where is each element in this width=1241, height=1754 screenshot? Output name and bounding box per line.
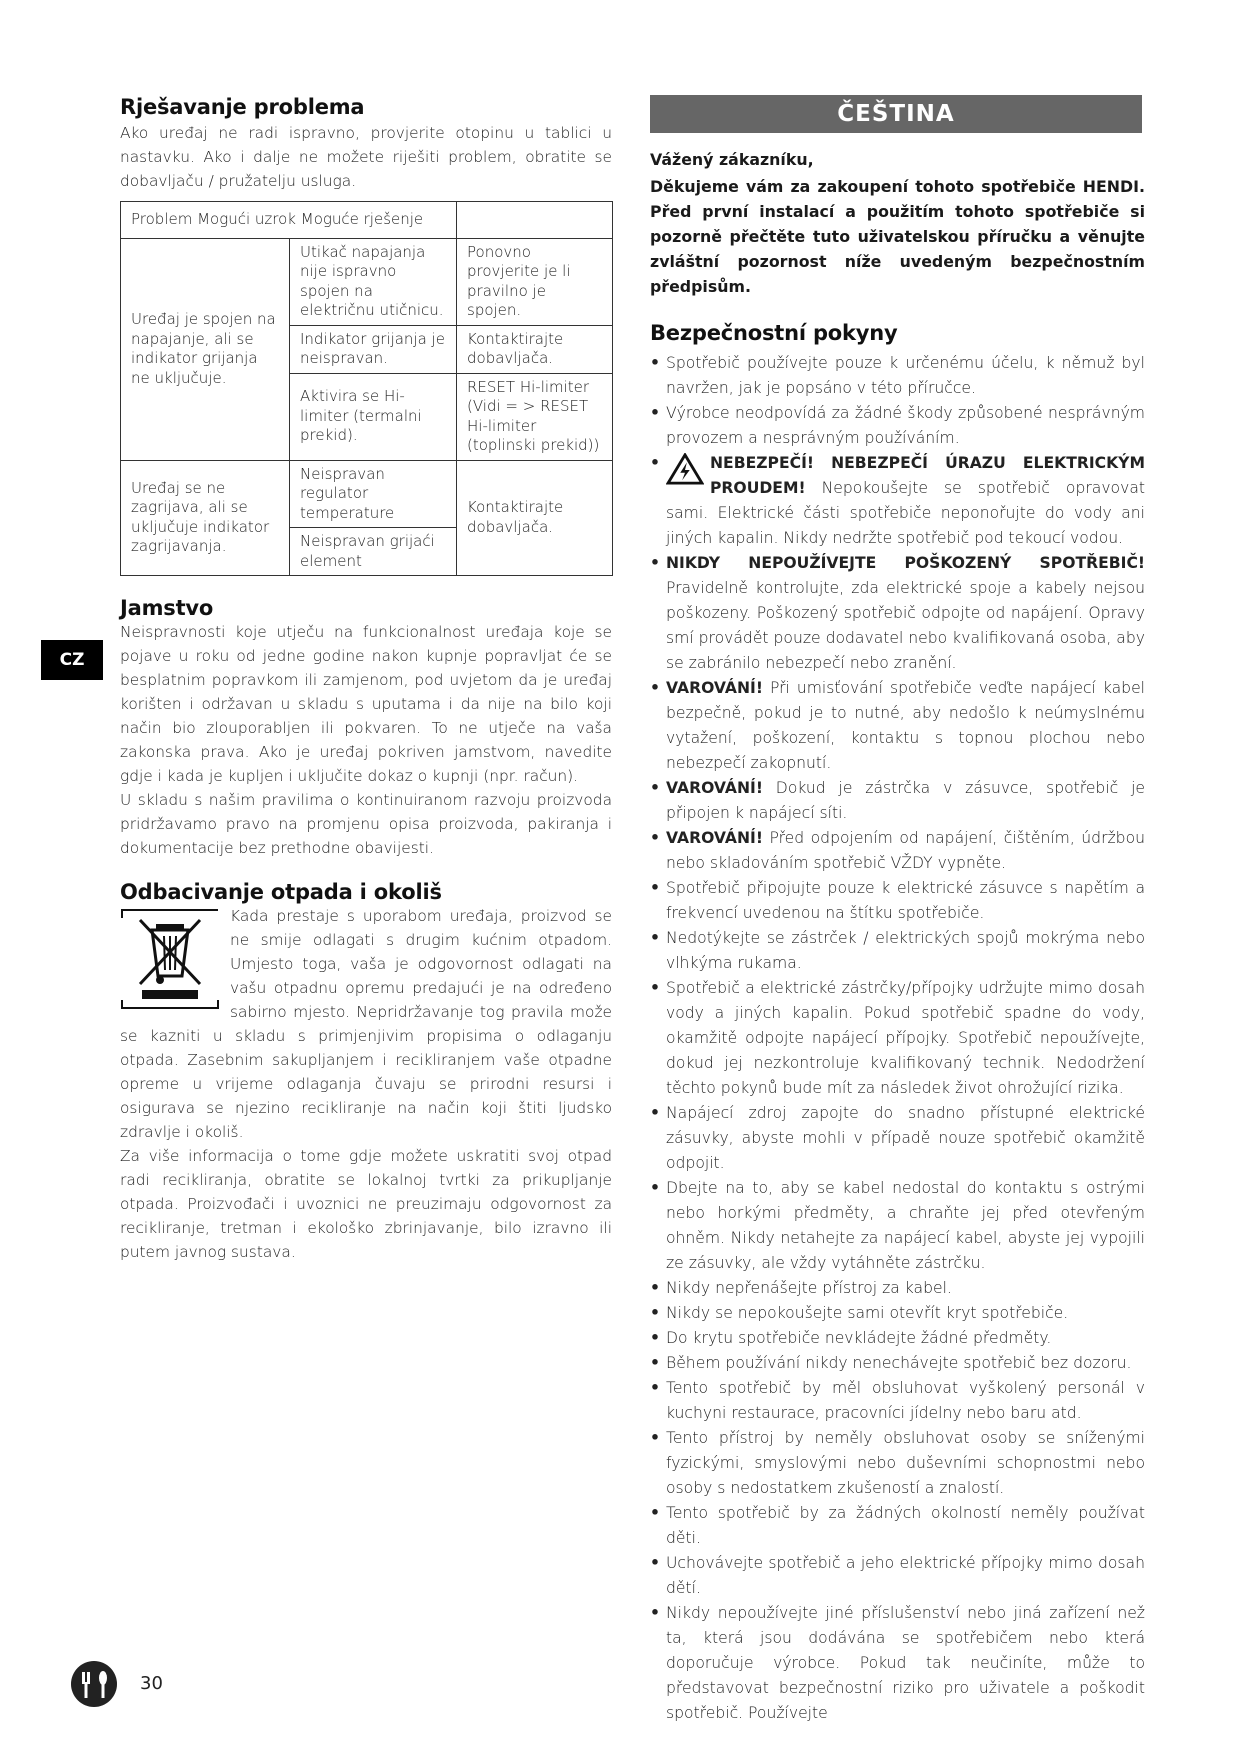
safety-item bbox=[650, 1176, 1145, 1276]
safety-item bbox=[650, 976, 1145, 1101]
safety-item bbox=[650, 401, 1145, 451]
warranty-paragraph-2: U skladu s našim pravilima o kontinuiranom razvoju proizvoda pridržavamo pravo na promjenu opisa proizvoda, pakiranja i dokumentacije bez prethodne obavijesti. bbox=[120, 791, 612, 857]
safety-item bbox=[650, 1376, 1145, 1426]
language-side-tab: CZ bbox=[41, 640, 103, 680]
safety-item bbox=[650, 1426, 1145, 1501]
safety-item-text: Pravidelně kontrolujte, zda elektrické spoje a kabely nejsou poškozeny. Poškozený spotřebič odpojte od napájení. Opravy smí provádět pouze dodavatel nebo kvalifikovaná osoba, aby se zabránilo nebezpečí nebo zranění. bbox=[666, 579, 1145, 672]
weee-bin-icon bbox=[120, 908, 220, 1010]
greeting: Vážený zákazníku, bbox=[650, 150, 814, 169]
table-cell-problem: Uređaj je spojen na napajanje, ali se indikator grijanja ne uključuje. bbox=[121, 238, 290, 460]
safety-item bbox=[650, 551, 1145, 676]
safety-item-text: Výrobce neodpovídá za žádné škody způsobené nesprávným provozem a nesprávným používáním. bbox=[666, 404, 1145, 447]
safety-item-text: Spotřebič používejte pouze k určenému účelu, k němuž byl navržen, jak je popsáno v této příručce. bbox=[666, 354, 1145, 397]
right-column bbox=[650, 95, 1145, 1726]
table-cell-solution: Ponovno provjerite je li pravilno je spojen. bbox=[457, 238, 613, 325]
safety-item-text: Tento spotřebič by měl obsluhovat vyškolený personál v kuchyni restaurace, pracovníci jídelny nebo baru atd. bbox=[666, 1379, 1145, 1422]
safety-item-strong: VAROVÁNÍ! bbox=[666, 779, 763, 797]
safety-item-text: Nepokoušejte se spotřebič opravovat sami. Elektrické části spotřebiče neponořujte do vody ani jiných kapalin. Nikdy nedržte spotřebič pod tekoucí vodou. bbox=[666, 479, 1145, 547]
safety-item-text: Napájecí zdroj zapojte do snadno přístupné elektrické zásuvky, abyste mohli v případě nouze spotřebič okamžitě odpojit. bbox=[666, 1104, 1145, 1172]
electric-hazard-icon bbox=[666, 453, 704, 485]
disposal-paragraph-1: Kada prestaje s uporabom uređaja, proizvod se ne smije odlagati s drugim kućnim otpadom. Umjesto toga, vaša je odgovornost odlagati na vašu otpadnu opremu predajući je na određeno sabirno mjesto. Nepridržavanje tog pravila može se kazniti u skladu s primjenjivim propisima o odlaganju otpada. Zasebnim sakupljanjem i recikliranjem vaše otpadne opreme u vrijeme odlaganja čuvaju se prirodni resursi i osigurava se njezino recikliranje na način koji štiti ljudsko zdravlje i okoliš. bbox=[120, 907, 612, 1141]
warranty-title: Jamstvo bbox=[120, 596, 214, 620]
table-cell-cause: Neispravan grijaći element bbox=[290, 528, 457, 576]
safety-item bbox=[650, 776, 1145, 826]
safety-title: Bezpečnostní pokyny bbox=[650, 321, 898, 345]
safety-item-text: Tento přístroj by neměly obsluhovat osoby se sníženými fyzickými, smyslovými nebo duševními schopnostmi nebo osoby s nedostatkem zkušeností a znalostí. bbox=[666, 1429, 1145, 1497]
table-header: Problem Mogući uzrok Moguće rješenje bbox=[121, 202, 457, 239]
table-cell-cause: Neispravan regulator temperature bbox=[290, 460, 457, 528]
intro-text: Děkujeme vám za zakoupení tohoto spotřebiče HENDI. Před první instalací a použitím tohoto spotřebiče si pozorně přečtěte tuto uživatelskou příručku a věnujte zvláštní pozornost níže uvedeným bezpečnostním předpisům. bbox=[650, 177, 1145, 296]
safety-item-text: Nikdy nepoužívejte jiné příslušenství nebo jiná zařízení než ta, která jsou dodávána se spotřebičem nebo která doporučuje výrobce. Pokud tak neučiníte, může to představovat bezpečnostní riziko pro uživatele a poškodit spotřebič. Používejte bbox=[666, 1604, 1145, 1722]
safety-item-strong: VAROVÁNÍ! bbox=[666, 829, 763, 847]
safety-item-text: Nikdy nepřenášejte přístroj za kabel. bbox=[666, 1279, 952, 1297]
safety-item-text: Dbejte na to, aby se kabel nedostal do kontaktu s ostrými nebo horkými předměty, a chraňte jej před otevřeným ohněm. Nikdy netahejte za napájecí kabel, abyste jej vypojili ze zásuvky, ale vždy vytáhněte zástrčku. bbox=[666, 1179, 1145, 1272]
safety-item-text: Nedotýkejte se zástrček / elektrických spojů mokrýma nebo vlhkýma rukama. bbox=[666, 929, 1145, 972]
table-cell-cause: Utikač napajanja nije ispravno spojen na električnu utičnicu. bbox=[290, 238, 457, 325]
safety-item bbox=[650, 1351, 1145, 1376]
troubleshoot-table bbox=[120, 201, 613, 576]
left-column bbox=[120, 95, 612, 1264]
table-cell-cause: Aktivira se Hi-limiter (termalni prekid). bbox=[290, 373, 457, 460]
safety-list bbox=[650, 351, 1145, 1726]
safety-item bbox=[650, 1276, 1145, 1301]
safety-item-text: Dokud je zástrčka v zásuvce, spotřebič je připojen k napájecí síti. bbox=[666, 779, 1145, 822]
safety-item bbox=[650, 926, 1145, 976]
safety-item-text: Během používání nikdy nenechávejte spotřebič bez dozoru. bbox=[666, 1354, 1132, 1372]
table-cell-cause: Indikator grijanja je neispravan. bbox=[290, 325, 457, 373]
table-cell-solution: RESET Hi-limiter (Vidi = > RESET Hi-limiter (toplinski prekid)) bbox=[457, 373, 613, 460]
safety-item-strong: NIKDY NEPOUŽÍVEJTE POŠKOZENÝ SPOTŘEBIČ! bbox=[666, 554, 1145, 572]
safety-item-text: Spotřebič připojujte pouze k elektrické zásuvce s napětím a frekvencí uvedenou na štítku spotřebiče. bbox=[666, 879, 1145, 922]
warranty-paragraph-1: Neispravnosti koje utječu na funkcionalnost uređaja koje se pojave u roku od jedne godine nakon kupnje popravljat će se besplatnim popravkom ili zamjenom, pod uvjetom da je uređaj korišten i održavan u skladu s uputama i da nije na bilo koji način bio zlouporabljen ili pokvaren. To ne utječe na vaša zakonska prava. Ako je uređaj pokriven jamstvom, navedite gdje i kada je kupljen i uključite dokaz o kupnji (npr. račun). bbox=[120, 623, 612, 785]
safety-item-text: Do krytu spotřebiče nevkládejte žádné předměty. bbox=[666, 1329, 1052, 1347]
troubleshoot-intro: Ako uređaj ne radi ispravno, provjerite otopinu u tablici u nastavku. Ako i dalje ne možete riješiti problem, obratite se dobavljaču / pružatelju usluga. bbox=[120, 124, 612, 190]
safety-item bbox=[650, 1601, 1145, 1726]
safety-item bbox=[650, 1326, 1145, 1351]
language-banner: ČEŠTINA bbox=[650, 95, 1142, 133]
page-number: 30 bbox=[140, 1673, 163, 1694]
disposal-title: Odbacivanje otpada i okoliš bbox=[120, 880, 442, 904]
safety-item-text: Nikdy se nepokoušejte sami otevřít kryt spotřebiče. bbox=[666, 1304, 1069, 1322]
disposal-paragraph-2: Za više informacija o tome gdje možete uskratiti svoj otpad radi recikliranja, obratite se lokalnoj tvrtki za prikupljanje otpada. Proizvođači i uvoznici ne preuzimaju odgovornost za recikliranje, tretman i ekološko zbrinjavanje, bilo izravno ili putem javnog sustava. bbox=[120, 1147, 612, 1261]
safety-item-text: Tento spotřebič by za žádných okolností neměly používat děti. bbox=[666, 1504, 1145, 1547]
safety-item bbox=[650, 676, 1145, 776]
safety-item bbox=[650, 451, 1145, 551]
troubleshoot-title: Rješavanje problema bbox=[120, 95, 365, 119]
safety-item bbox=[650, 351, 1145, 401]
disposal-block bbox=[120, 904, 612, 1144]
table-cell-problem: Uređaj se ne zagrijava, ali se uključuje indikator zagrijavanja. bbox=[121, 460, 290, 576]
table-cell-solution: Kontaktirajte dobavljača. bbox=[457, 460, 613, 576]
safety-item-text: Při umisťování spotřebiče veďte napájecí kabel bezpečně, pokud je to nutné, aby nedošlo k neúmyslnému vytažení, poškození, kontaktu s topnou plochou nebo nebezpečí zakopnutí. bbox=[666, 679, 1145, 772]
safety-item-text: Uchovávejte spotřebič a jeho elektrické přípojky mimo dosah dětí. bbox=[666, 1554, 1145, 1597]
safety-item bbox=[650, 1101, 1145, 1176]
safety-item-strong: NEBEZPEČÍ! NEBEZPEČÍ ÚRAZU ELEKTRICKÝM PROUDEM! bbox=[710, 454, 1145, 497]
safety-item bbox=[650, 1501, 1145, 1551]
safety-item-strong: VAROVÁNÍ! bbox=[666, 679, 763, 697]
safety-item-text: Před odpojením od napájení, čištěním, údržbou nebo skladováním spotřebič VŽDY vypněte. bbox=[666, 829, 1145, 872]
safety-item bbox=[650, 826, 1145, 876]
table-cell-solution: Kontaktirajte dobavljača. bbox=[457, 325, 613, 373]
hendi-logo-icon bbox=[70, 1660, 118, 1708]
safety-item-text: Spotřebič a elektrické zástrčky/přípojky udržujte mimo dosah vody a jiných kapalin. Pokud spotřebič spadne do vody, okamžitě odpojte napájecí přípojky. Spotřebič nepoužívejte, dokud jej nezkontroluje kvalifikovaný technik. Nedodržení těchto pokynů bude mít za následek život ohrožující rizika. bbox=[666, 979, 1145, 1097]
safety-item bbox=[650, 1301, 1145, 1326]
safety-item bbox=[650, 876, 1145, 926]
safety-item bbox=[650, 1551, 1145, 1601]
